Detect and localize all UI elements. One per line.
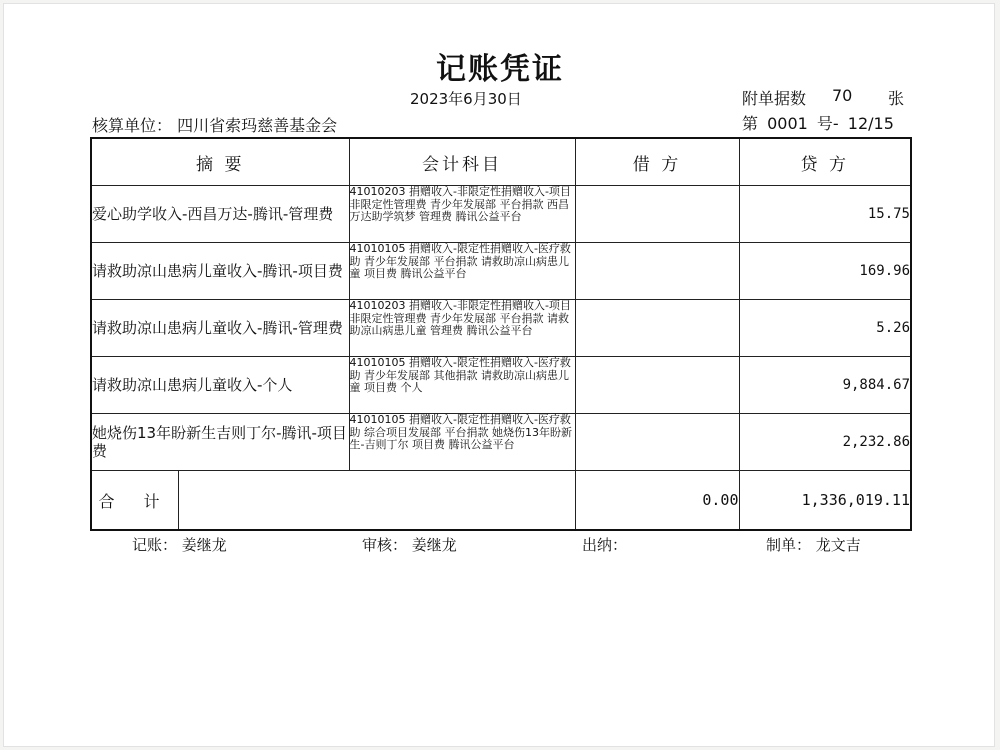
- header-credit: 贷 方: [739, 138, 911, 186]
- accounting-unit: [92, 113, 337, 136]
- voucher-number-mid: 号-: [816, 114, 839, 133]
- total-row: [91, 471, 911, 531]
- entry-account: 41010105 捐赠收入-限定性捐赠收入-医疗救助 青少年发展部 平台捐款 请救助凉山病患儿童 项目费 腾讯公益平台: [349, 243, 575, 300]
- table-row: [91, 243, 911, 300]
- header-summary: 摘 要: [91, 138, 349, 186]
- header-account: 会计科目: [349, 138, 575, 186]
- entry-debit: [575, 414, 739, 471]
- entry-summary: 她烧伤13年盼新生吉则丁尔-腾讯-项目费: [91, 414, 349, 471]
- cashier-signature: 出纳：: [582, 536, 628, 554]
- voucher-number-value: 0001: [767, 114, 808, 133]
- attachment-unit: 张: [888, 89, 905, 108]
- accounting-unit-label: 核算单位：: [92, 116, 173, 135]
- voucher-title: 记账凭证: [436, 52, 564, 87]
- attachment-count: [742, 86, 905, 109]
- entry-credit: 9,884.67: [739, 357, 911, 414]
- table-row: [91, 186, 911, 243]
- entry-account: 41010203 捐赠收入-非限定性捐赠收入-项目非限定性管理费 青少年发展部 平台捐款 西昌万达助学筑梦 管理费 腾讯公益平台: [349, 186, 575, 243]
- entry-summary: 爱心助学收入-西昌万达-腾讯-管理费: [91, 186, 349, 243]
- table-row: [91, 414, 911, 471]
- table-header-row: [91, 138, 911, 186]
- total-credit: 1,336,019.11: [739, 471, 911, 531]
- voucher-number: [742, 111, 898, 134]
- voucher-table: [90, 137, 912, 531]
- header-debit: 借 方: [575, 138, 739, 186]
- entry-account: 41010203 捐赠收入-非限定性捐赠收入-项目非限定性管理费 青少年发展部 平台捐款 请救助凉山病患儿童 管理费 腾讯公益平台: [349, 300, 575, 357]
- voucher-date: 2023年6月30日: [410, 90, 522, 108]
- entry-credit: 5.26: [739, 300, 911, 357]
- entry-summary: 请救助凉山患病儿童收入-腾讯-项目费: [91, 243, 349, 300]
- entry-credit: 169.96: [739, 243, 911, 300]
- attachment-label: 附单据数: [742, 89, 807, 108]
- attachment-number: 70: [832, 86, 853, 105]
- entry-debit: [575, 357, 739, 414]
- entry-summary: 请救助凉山患病儿童收入-个人: [91, 357, 349, 414]
- entry-credit: 2,232.86: [739, 414, 911, 471]
- table-row: [91, 300, 911, 357]
- entry-summary: 请救助凉山患病儿童收入-腾讯-管理费: [91, 300, 349, 357]
- entry-debit: [575, 243, 739, 300]
- entry-credit: 15.75: [739, 186, 911, 243]
- accounting-unit-value: 四川省索玛慈善基金会: [177, 116, 338, 135]
- voucher-page: 12/15: [847, 114, 894, 133]
- total-debit: 0.00: [575, 471, 739, 531]
- entry-debit: [575, 186, 739, 243]
- voucher-number-prefix: 第: [742, 114, 759, 133]
- reviewer-signature: 审核： 姜继龙: [362, 536, 457, 554]
- total-label-cell: [91, 471, 575, 531]
- entry-account: 41010105 捐赠收入-限定性捐赠收入-医疗救助 综合项目发展部 平台捐款 她烧伤13年盼新生-吉则丁尔 项目费 腾讯公益平台: [349, 414, 575, 471]
- total-label: 合 计: [92, 471, 179, 529]
- preparer-signature: 制单： 龙文吉: [766, 536, 861, 554]
- table-row: [91, 357, 911, 414]
- bookkeeper-signature: 记账： 姜继龙: [132, 536, 227, 554]
- entry-account: 41010105 捐赠收入-限定性捐赠收入-医疗救助 青少年发展部 其他捐款 请救助凉山病患儿童 项目费 个人: [349, 357, 575, 414]
- total-blank: [179, 471, 575, 529]
- entry-debit: [575, 300, 739, 357]
